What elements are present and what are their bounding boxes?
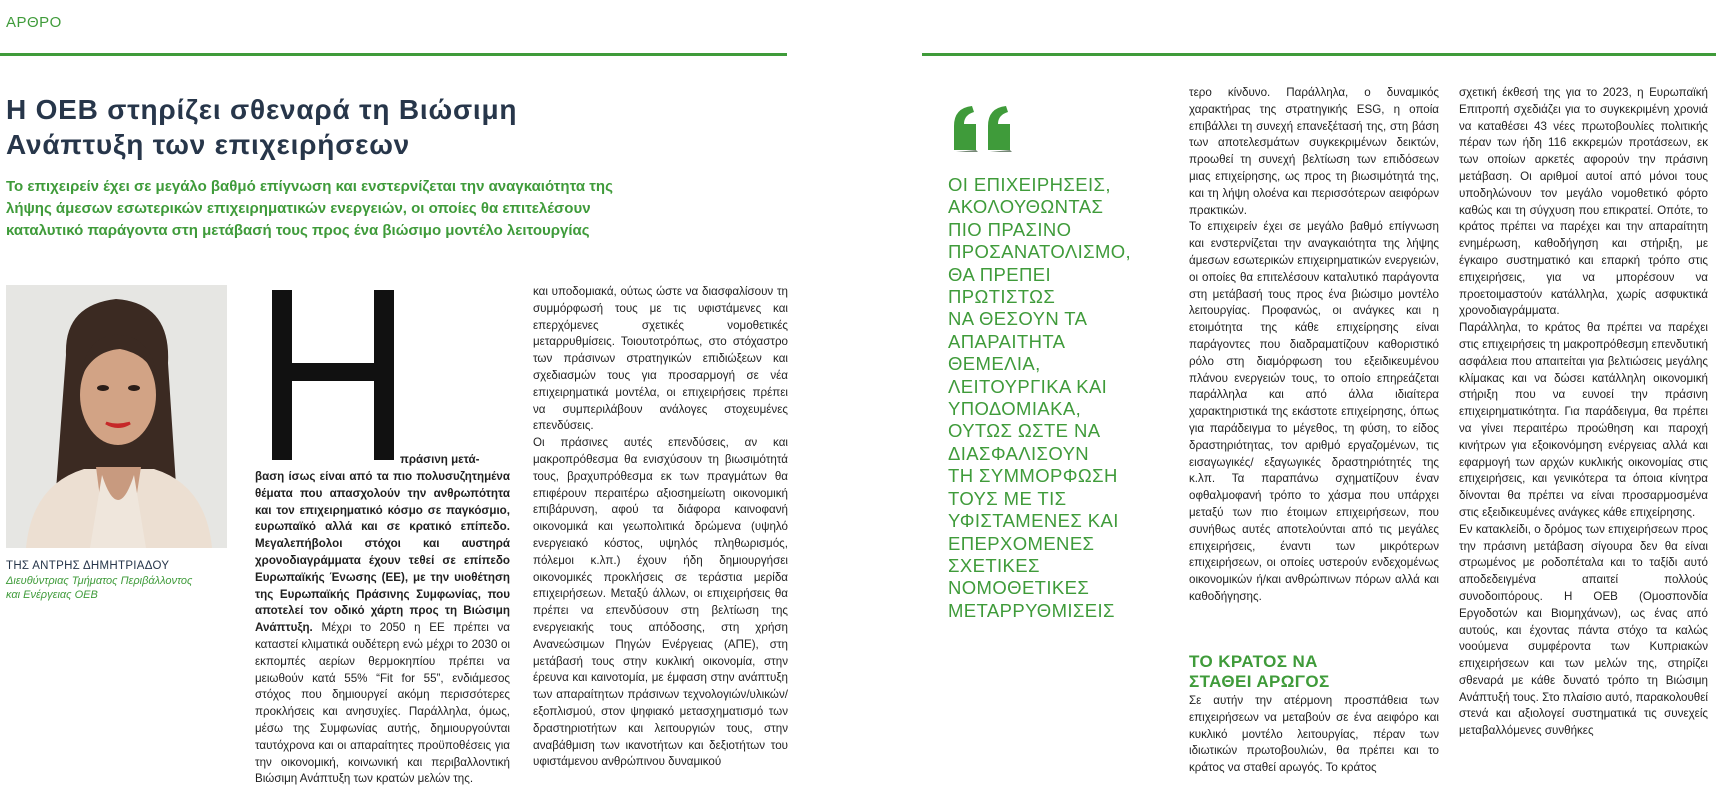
author-role xyxy=(6,574,231,602)
pull-quote-line: ΝΑ ΘΕΣΟΥΝ ΤΑ xyxy=(948,308,1088,330)
pull-quote-line: ΘΕΜΕΛΙΑ, xyxy=(948,353,1041,375)
column-2-paragraph-1: και υποδομιακά, ούτως ώστε να διασφαλίσουν τη συμμόρφωσή τους με τις υφιστάμενες και επερχόμενες σχετικές νομοθετικές μεταρρυθμίσεις. Τοιουτοτρόπως, στο στόχαστρο των πράσινων στρατηγικών επιδιώξεων και σχεδιασμών τους για προσαρμογή σε νέα επιχειρηματικά μοντέλα, οι επιχειρήσεις πρέπει να συμπεριλάβουν ανάλογες στοχευμένες επενδύσεις. xyxy=(533,285,788,433)
pull-quote-line: ΜΕΤΑΡΡΥΘΜΙΣΕΙΣ xyxy=(948,599,1115,621)
lead-paragraph: βαση ίσως είναι από τα πιο πολυσυζητημένα θέματα που απασχολούν την ανθρωπότητα και τον επιχειρηματικό κόσμο σε παγκόσμιο, ευρωπαϊκό αλλά και σε κρατικό επίπεδο. Μεγαλεπήβολοι στόχοι και αυστηρά χρονοδιαγράμματα έχουν τεθεί σε επίπεδο Ευρωπαϊκής Ένωσης (ΕΕ), με την υιοθέτηση της Ευρωπαϊκής Πράσινης Συμφωνίας, που αποτελεί τον οδικό χάρτη προς τη Βιώσιμη Ανάπτυξη. xyxy=(255,470,510,635)
column-2-paragraph-2: Οι πράσινες αυτές επενδύσεις, αν και μακροπρόθεσμα θα ενισχύσουν τη βιωσιμότητά τους, βραχυπρόθεσμα εκ των πραγμάτων θα επιφέρουν περαιτέρω αξιοσημείωτη οικονομική επιβάρυνση, αφού τα διάφορα καινοφανή οικονομικά και γεωπολιτικά δρώμενα (υψηλό ενεργειακό κόστος, υψηλός πληθωρισμός, πόλεμοι κ.λπ.) έχουν ήδη δημιουργήσει οικονομικές προκλήσεις σε τεράστια μερίδα επιχειρήσεων. Μεταξύ άλλων, οι επιχειρήσεις θα πρέπει να επενδύσουν στη βελτίωση της ενεργειακής τους απόδοσης, στη χρήση Ανανεώσιμων Πηγών Ενέργειας (ΑΠΕ), στη μετάβασή τους στην κυκλική οικονομία, στην έρευνα και καινοτομία, με έμφαση στην ανάπτυξη των απαραίτητων πράσινων τεχνολογιών/υλικών/εξοπλισμού, στον ψηφιακό μετασχηματισμό των δραστηριοτήτων και λειτουργιών τους, στην αναβάθμιση των ικανοτήτων και δεξιοτήτων του υφιστάμενου ανθρώπινου δυναμικού xyxy=(533,436,788,769)
column-3-paragraph-2: Το επιχειρείν έχει σε μεγάλο βαθμό επίγνωση και ενστερνίζεται την αναγκαιότητα της λήψης άμεσων εσωτερικών επιχειρηματικών ενεργειών, οι οποίες θα επιτελέσουν καταλυτικό παράγοντα στη μετάβασή τους προς ένα βιώσιμο μοντέλο λειτουργίας. Προφανώς, οι ανάγκες και η ετοιμότητα της κάθε επιχείρησης είναι παράγοντες που διαδραματίζουν καθοριστικό ρόλο στη διαμόρφωση του εξειδικευμένου πλάνου ενεργειών τους, το οποίο επηρεάζεται παράλληλα και από άλλα ιδιαίτερα χαρακτηριστικά της εκάστοτε επιχείρησης, όπως για παράδειγμα το μέγεθος, τη φύση, το είδος δραστηριότητας, τον αριθμό εργαζομένων, τις εισαγωγικές/ εξαγωγικές δραστηριότητές της κ.λπ. Τα παραπάνω σχηματίζουν έναν οφθαλμοφανή τρόπο το χάσμα που υπάρχει μεταξύ των πιο έτοιμων επιχειρήσεων, που συνήθως αυτές αποτελούνται από τις μεγάλες επιχειρήσεις, έναντι των μικρότερων επιχειρήσεων, οι οποίες υστερούν ενδεχομένως οικονομικών ή/και ανθρώπινων πόρων αλλά και καθοδήγησης. xyxy=(1189,220,1439,603)
subheading-line-2: ΣΤΑΘΕΙ ΑΡΩΓΟΣ xyxy=(1189,672,1330,691)
drop-cap xyxy=(272,290,394,460)
pull-quote-line: ΤΗ ΣΥΜΜΟΡΦΩΣΗ xyxy=(948,465,1118,487)
article-column-3-continued xyxy=(1189,693,1439,777)
pull-quote-line: ΤΟΥΣ ΜΕ ΤΙΣ xyxy=(948,487,1067,509)
pull-quote-line: ΛΕΙΤΟΥΡΓΙΚΑ ΚΑΙ xyxy=(948,375,1108,397)
quote-mark-icon xyxy=(950,104,1020,152)
article-headline xyxy=(6,92,706,162)
pull-quote-line: ΥΦΙΣΤΑΜΕΝΕΣ ΚΑΙ xyxy=(948,510,1119,532)
pull-quote-line: ΕΠΕΡΧΟΜΕΝΕΣ xyxy=(948,532,1095,554)
headline-line-2: Ανάπτυξη των επιχειρήσεων xyxy=(6,129,411,160)
standfirst-line-1: Το επιχειρείν έχει σε μεγάλο βαθμό επίγνωση και ενστερνίζεται την αναγκαιότητα της xyxy=(6,178,613,195)
author-portrait-illustration xyxy=(6,285,227,548)
header-rule-left xyxy=(0,53,787,56)
column-4-paragraph-2: Παράλληλα, το κράτος θα πρέπει να παρέχει στις επιχειρήσεις τη μακροπρόθεσμη επενδυτική ασφάλεια που απαιτείται για βελτιώσεις μεγάλης κλίμακας και να δώσει κατάλληλη οικονομική στήριξη που να ευνοεί την πράσινη επιχειρηματικότητα. Για παράδειγμα, θα πρέπει να γίνει περαιτέρω προώθηση και παροχή κινήτρων για εξοικονόμηση ενέργειας αλλά και εφαρμογή των αρχών κυκλικής οικονομίας στις επιχειρήσεις, και γενικότερα τα όποια κίνητρα δίνονται θα πρέπει να είναι προσαρμοσμένα στις εξειδικευμένες ανάγκες κάθε επιχείρησης. xyxy=(1459,321,1708,519)
pull-quote xyxy=(948,174,1138,622)
pull-quote-line: ΠΡΩΤΙΣΤΩΣ xyxy=(948,286,1056,308)
pull-quote-line: ΟΙ ΕΠΙΧΕΙΡΗΣΕΙΣ, xyxy=(948,174,1111,195)
author-photo xyxy=(6,285,227,548)
pull-quote-line: ΥΠΟΔΟΜΙΑΚΑ, xyxy=(948,398,1082,420)
column-3-paragraph-1: τερο κίνδυνο. Παράλληλα, ο δυναμικός χαρακτήρας της στρατηγικής ESG, η οποία επιβάλλει τη συνεχή επανεξέτασή της, στη βάση των αποτελεσμάτων συγκεκριμένων δεικτών, προωθεί τη συνεχή βελτίωση των επιδόσεων μιας επιχείρησης, ως προς τη βιωσιμότητά της, και τη λήψη ολοένα και περισσότερων αειφόρων πρακτικών. xyxy=(1189,86,1439,217)
standfirst-line-2: λήψης άμεσων εσωτερικών επιχειρηματικών ενεργειών, οι οποίες θα επιτελέσουν xyxy=(6,200,591,217)
pull-quote-line: ΣΧΕΤΙΚΕΣ xyxy=(948,554,1040,576)
section-label: ΑΡΘΡΟ xyxy=(6,14,62,31)
pull-quote-line: ΠΙΟ ΠΡΑΣΙΝΟ xyxy=(948,218,1072,240)
headline-line-1: Η ΟΕΒ στηρίζει σθεναρά τη Βιώσιμη xyxy=(6,94,518,125)
pull-quote-line: ΘΑ ΠΡΕΠΕΙ xyxy=(948,263,1051,285)
lead-first-line: πράσινη μετά- xyxy=(400,453,480,466)
author-name: ΤΗΣ ΑΝΤΡΗΣ ΔΗΜΗΤΡΙΑΔΟΥ xyxy=(6,560,170,572)
pull-quote-line: ΟΥΤΩΣ ΩΣΤΕ ΝΑ xyxy=(948,420,1101,442)
author-role-line-2: και Ενέργειας ΟΕΒ xyxy=(6,589,98,601)
author-role-line-1: Διευθύντριας Τμήματος Περιβάλλοντος xyxy=(6,575,193,587)
column-4-paragraph-1: σχετική έκθεσή της για το 2023, η Ευρωπαϊκή Επιτροπή σχεδιάζει για το συγκεκριμένη χρονιά να καταθέσει 43 νέες πρωτοβουλίες πολιτικής πέραν των ήδη 116 εκκρεμών προτάσεων, εκ των οποίων αρκετές αφορούν την πράσινη μετάβαση. Οι αριθμοί αυτοί από μόνοι τους υποδηλώνουν τον μεγάλο νομοθετικό φόρτο καθώς και τη σύγχυση που επικρατεί. Οπότε, το κράτος πρέπει να παρέχει και την απαραίτητη ενημέρωση, καθοδήγηση και στήριξη, με έγκαιρο συστηματικό και επαρκή τρόπο στις επιχειρήσεις, για να μπορέσουν να προετοιμαστούν κατάλληλα, χωρίς ασφυκτικά χρονοδιαγράμματα. xyxy=(1459,86,1708,318)
column-3-paragraph-3: Σε αυτήν την ατέρμονη προσπάθεια των επιχειρήσεων να μεταβούν σε ένα αειφόρο και κυκλικό μοντέλο λειτουργίας, πέραν των ιδιωτικών πρωτοβουλιών, θα πρέπει και το κράτος να σταθεί αρωγός. Το κράτος xyxy=(1189,694,1439,775)
column-4-paragraph-3: Εν κατακλείδι, ο δρόμος των επιχειρήσεων προς την πράσινη μετάβαση σίγουρα δεν θα είναι στρωμένος με ροδοπέταλα και το ταξίδι αυτό αποδεδειγμένα απαιτεί πολλούς συνοδοιπόρους. Η ΟΕΒ (Ομοσπονδία Εργοδοτών και Βιομηχάνων), ως ένας από αυτούς, και έχοντας πάντα στόχο τα καλώς νοούμενα συμφέροντα των Κυπριακών επιχειρήσεων και των μελών της, στηρίζει σθεναρά με κάθε δυνατό τρόπο τη Βιώσιμη Ανάπτυξή τους. Στο πλαίσιο αυτό, παρακολουθεί στενά και αξιολογεί συστηματικά τις συνεχείς μεταβαλλόμενες συνθήκες xyxy=(1459,522,1708,738)
pull-quote-line: ΝΟΜΟΘΕΤΙΚΕΣ xyxy=(948,577,1090,599)
pull-quote-line: ΑΠΑΡΑΙΤΗΤΑ xyxy=(948,330,1066,352)
header-rule-right xyxy=(922,53,1716,56)
pull-quote-line: ΑΚΟΛΟΥΘΩΝΤΑΣ xyxy=(948,196,1104,218)
column-1-body: Μέχρι το 2050 η ΕΕ πρέπει να καταστεί κλιματικά ουδέτερη ενώ μέχρι το 2030 οι εκπομπές αερίων θερμοκηπίου πρέπει να μειωθούν κατά 55% “Fit for 55”, ενδιάμεσος στόχος που δημιουργεί ακόμη περισσότερες προκλήσεις και ανησυχίες. Παράλληλα, όμως, μέσω της Συμφωνίας αυτής, δημιουργούνται ταυτόχρονα και οι απαραίτητες προϋποθέσεις για την οικονομική, κοινωνική και περιβαλλοντική Βιώσιμη Ανάπτυξη των κρατών μελών της. xyxy=(255,621,510,786)
section-subheading xyxy=(1189,652,1439,692)
subheading-line-1: ΤΟ ΚΡΑΤΟΣ ΝΑ xyxy=(1189,652,1318,671)
article-column-1 xyxy=(255,469,510,788)
pull-quote-line: ΔΙΑΣΦΑΛΙΣΟΥΝ xyxy=(948,442,1090,464)
pull-quote-line: ΠΡΟΣΑΝΑΤΟΛΙΣΜΟ, xyxy=(948,241,1132,263)
article-column-2 xyxy=(533,284,788,771)
article-column-4 xyxy=(1459,85,1708,740)
standfirst-line-3: καταλυτικό παράγοντα στη μετάβασή τους προς ένα βιώσιμο μοντέλο λειτουργίας xyxy=(6,222,590,239)
article-column-3 xyxy=(1189,85,1439,606)
article-standfirst xyxy=(6,176,706,242)
